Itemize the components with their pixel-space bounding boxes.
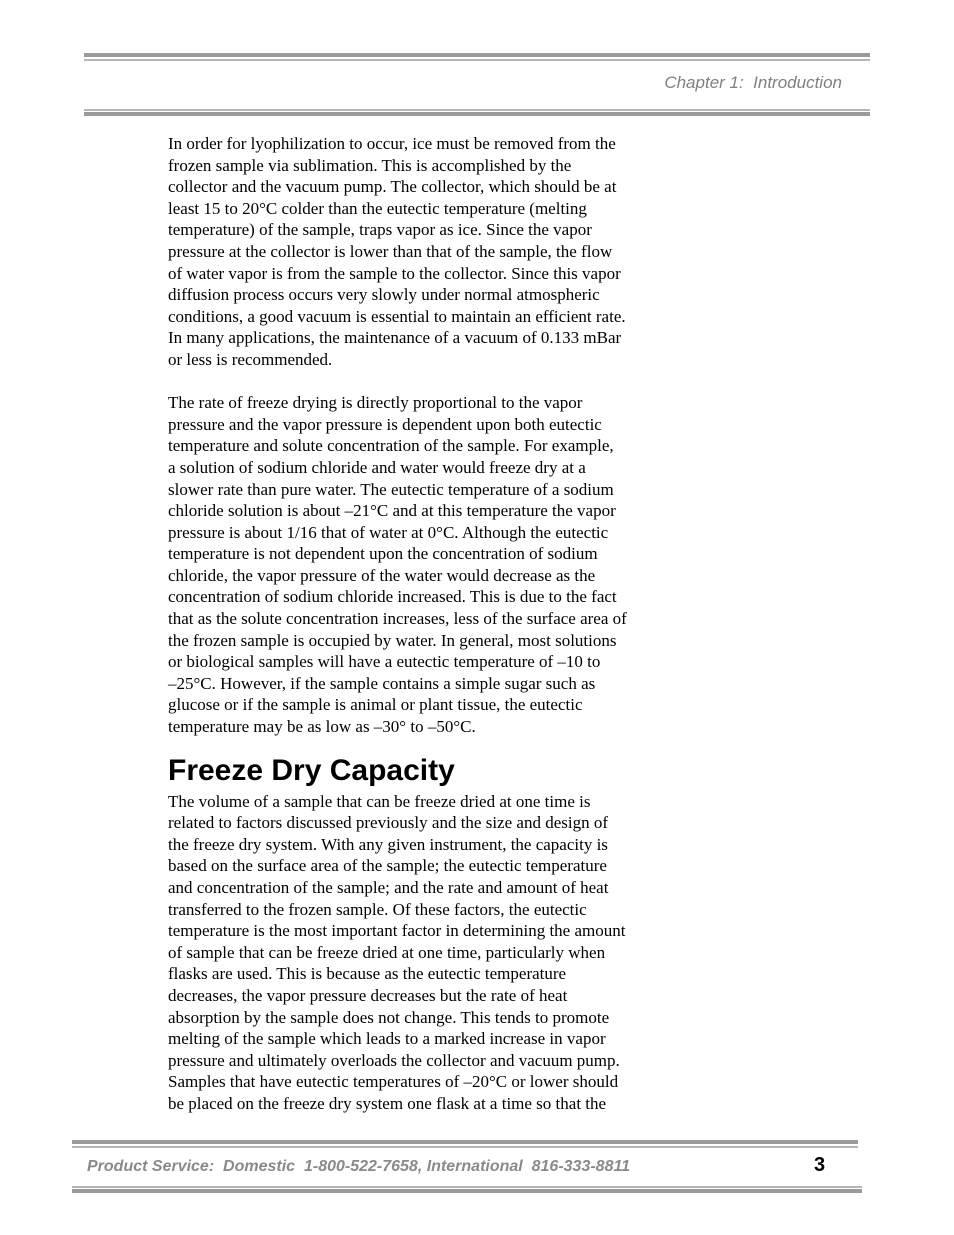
product-service-line: Product Service: Domestic 1-800-522-7658, International 816-333-8811 <box>87 1158 631 1175</box>
header-bottom-rule-secondary <box>84 109 870 111</box>
footer-bottom-rule-secondary <box>72 1186 862 1188</box>
section-heading-freeze-dry-capacity: Freeze Dry Capacity <box>168 753 455 787</box>
footer-top-rule <box>72 1140 858 1144</box>
header-top-rule-secondary <box>84 59 870 61</box>
page-number: 3 <box>814 1154 826 1176</box>
page-body <box>168 133 688 1115</box>
paragraph-freeze-drying-rate: The rate of freeze drying is directly proportional to the vapor pressure and the vapor pressure is dependent upon both eutectic temperature and solute concentration of the sample. For example, a solution of sodium chloride and water would freeze dry at a slower rate than pure water. The eutectic temperature of a sodium chloride solution is about –21°C and at this temperature the vapor pressure is about 1/16 that of water at 0°C. Although the eutectic temperature is not dependent upon the concentration of sodium chloride, the vapor pressure of the water would decrease as the concentration of sodium chloride increased. This is due to the fact that as the solute concentration increases, less of the surface area of the frozen sample is occupied by water. In general, most solutions or biological samples will have a eutectic temperature of –10 to –25°C. However, if the sample contains a simple sugar such as glucose or if the sample is animal or plant tissue, the eutectic temperature may be as low as –30° to –50°C. <box>168 393 627 737</box>
header-bottom-rule <box>84 112 870 116</box>
running-head: Chapter 1: Introduction <box>664 73 842 92</box>
header-top-rule <box>84 53 870 57</box>
paragraph-lyophilization: In order for lyophilization to occur, ice must be removed from the frozen sample via sublimation. This is accomplished by the collector and the vacuum pump. The collector, which should be at least 15 to 20°C colder than the eutectic temperature (melting temperature) of the sample, traps vapor as ice. Since the vapor pressure at the collector is lower than that of the sample, the flow of water vapor is from the sample to the collector. Since this vapor diffusion process occurs very slowly under normal atmospheric conditions, a good vacuum is essential to maintain an efficient rate. In many applications, the maintenance of a vacuum of 0.133 mBar or less is recommended. <box>168 134 626 369</box>
paragraph-freeze-dry-capacity: The volume of a sample that can be freeze dried at one time is related to factors discussed previously and the size and design of the freeze dry system. With any given instrument, the capacity is based on the surface area of the sample; the eutectic temperature and concentration of the sample; and the rate and amount of heat transferred to the frozen sample. Of these factors, the eutectic temperature is the most important factor in determining the amount of sample that can be freeze dried at one time, particularly when flasks are used. This is because as the eutectic temperature decreases, the vapor pressure decreases but the rate of heat absorption by the sample does not change. This tends to promote melting of the sample which leads to a marked increase in vapor pressure and ultimately overloads the collector and vacuum pump. Samples that have eutectic temperatures of –20°C or lower should be placed on the freeze dry system one flask at a time so that the <box>168 791 626 1113</box>
footer-bottom-rule <box>72 1189 862 1193</box>
footer-top-rule-secondary <box>72 1146 858 1148</box>
